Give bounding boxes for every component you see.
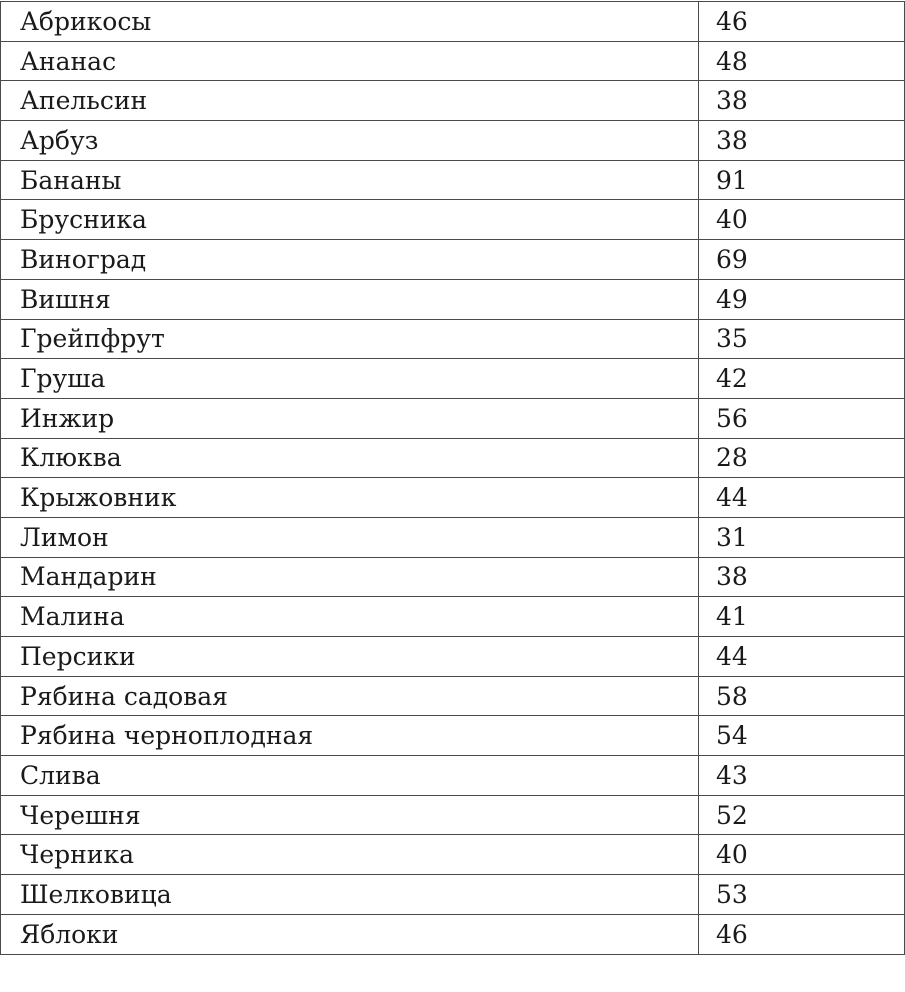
fruit-name-cell: Рябина черноплодная: [1, 716, 699, 756]
table-row: [1, 81, 905, 121]
table-row: [1, 676, 905, 716]
fruit-name-cell: Рябина садовая: [1, 676, 699, 716]
table-row: [1, 160, 905, 200]
table-row: [1, 279, 905, 319]
table-row: [1, 914, 905, 954]
fruit-value-cell: 38: [699, 81, 905, 121]
table-row: [1, 875, 905, 915]
table-row: [1, 716, 905, 756]
fruit-value-cell: 38: [699, 557, 905, 597]
fruit-name-cell: Бананы: [1, 160, 699, 200]
fruit-value-cell: 53: [699, 875, 905, 915]
fruit-value-cell: 46: [699, 914, 905, 954]
table-row: [1, 398, 905, 438]
fruit-value-cell: 40: [699, 200, 905, 240]
fruit-value-cell: 46: [699, 2, 905, 42]
fruit-value-cell: 48: [699, 41, 905, 81]
fruit-name-cell: Клюква: [1, 438, 699, 478]
fruit-value-cell: 52: [699, 795, 905, 835]
table-row: [1, 121, 905, 161]
fruit-value-cell: 49: [699, 279, 905, 319]
fruit-name-cell: Яблоки: [1, 914, 699, 954]
fruit-value-cell: 69: [699, 240, 905, 280]
fruit-value-cell: 44: [699, 478, 905, 518]
table-row: [1, 319, 905, 359]
fruit-value-cell: 54: [699, 716, 905, 756]
fruit-value-cell: 91: [699, 160, 905, 200]
fruit-name-cell: Лимон: [1, 517, 699, 557]
fruit-name-cell: Мандарин: [1, 557, 699, 597]
fruit-name-cell: Груша: [1, 359, 699, 399]
fruit-value-cell: 43: [699, 756, 905, 796]
fruit-name-cell: Арбуз: [1, 121, 699, 161]
fruit-name-cell: Черешня: [1, 795, 699, 835]
table-row: [1, 438, 905, 478]
fruit-name-cell: Абрикосы: [1, 2, 699, 42]
fruit-value-cell: 58: [699, 676, 905, 716]
fruit-name-cell: Персики: [1, 637, 699, 677]
fruit-name-cell: Ананас: [1, 41, 699, 81]
table-row: [1, 637, 905, 677]
table-row: [1, 359, 905, 399]
fruit-name-cell: Апельсин: [1, 81, 699, 121]
table-row: [1, 756, 905, 796]
table-row: [1, 835, 905, 875]
table-row: [1, 517, 905, 557]
table-row: [1, 478, 905, 518]
table-row: [1, 41, 905, 81]
fruit-value-cell: 44: [699, 637, 905, 677]
table-row: [1, 240, 905, 280]
fruit-name-cell: Шелковица: [1, 875, 699, 915]
fruit-table-body: [1, 2, 905, 955]
fruit-name-cell: Грейпфрут: [1, 319, 699, 359]
table-row: [1, 597, 905, 637]
fruit-value-cell: 28: [699, 438, 905, 478]
table-row: [1, 557, 905, 597]
fruit-table: [0, 1, 905, 955]
fruit-name-cell: Вишня: [1, 279, 699, 319]
fruit-name-cell: Слива: [1, 756, 699, 796]
fruit-name-cell: Черника: [1, 835, 699, 875]
table-row: [1, 795, 905, 835]
fruit-value-cell: 41: [699, 597, 905, 637]
fruit-name-cell: Малина: [1, 597, 699, 637]
fruit-name-cell: Виноград: [1, 240, 699, 280]
fruit-value-cell: 42: [699, 359, 905, 399]
table-row: [1, 200, 905, 240]
fruit-name-cell: Инжир: [1, 398, 699, 438]
fruit-value-cell: 38: [699, 121, 905, 161]
fruit-name-cell: Брусника: [1, 200, 699, 240]
fruit-name-cell: Крыжовник: [1, 478, 699, 518]
table-row: [1, 2, 905, 42]
fruit-value-cell: 40: [699, 835, 905, 875]
fruit-value-cell: 56: [699, 398, 905, 438]
fruit-value-cell: 35: [699, 319, 905, 359]
fruit-value-cell: 31: [699, 517, 905, 557]
